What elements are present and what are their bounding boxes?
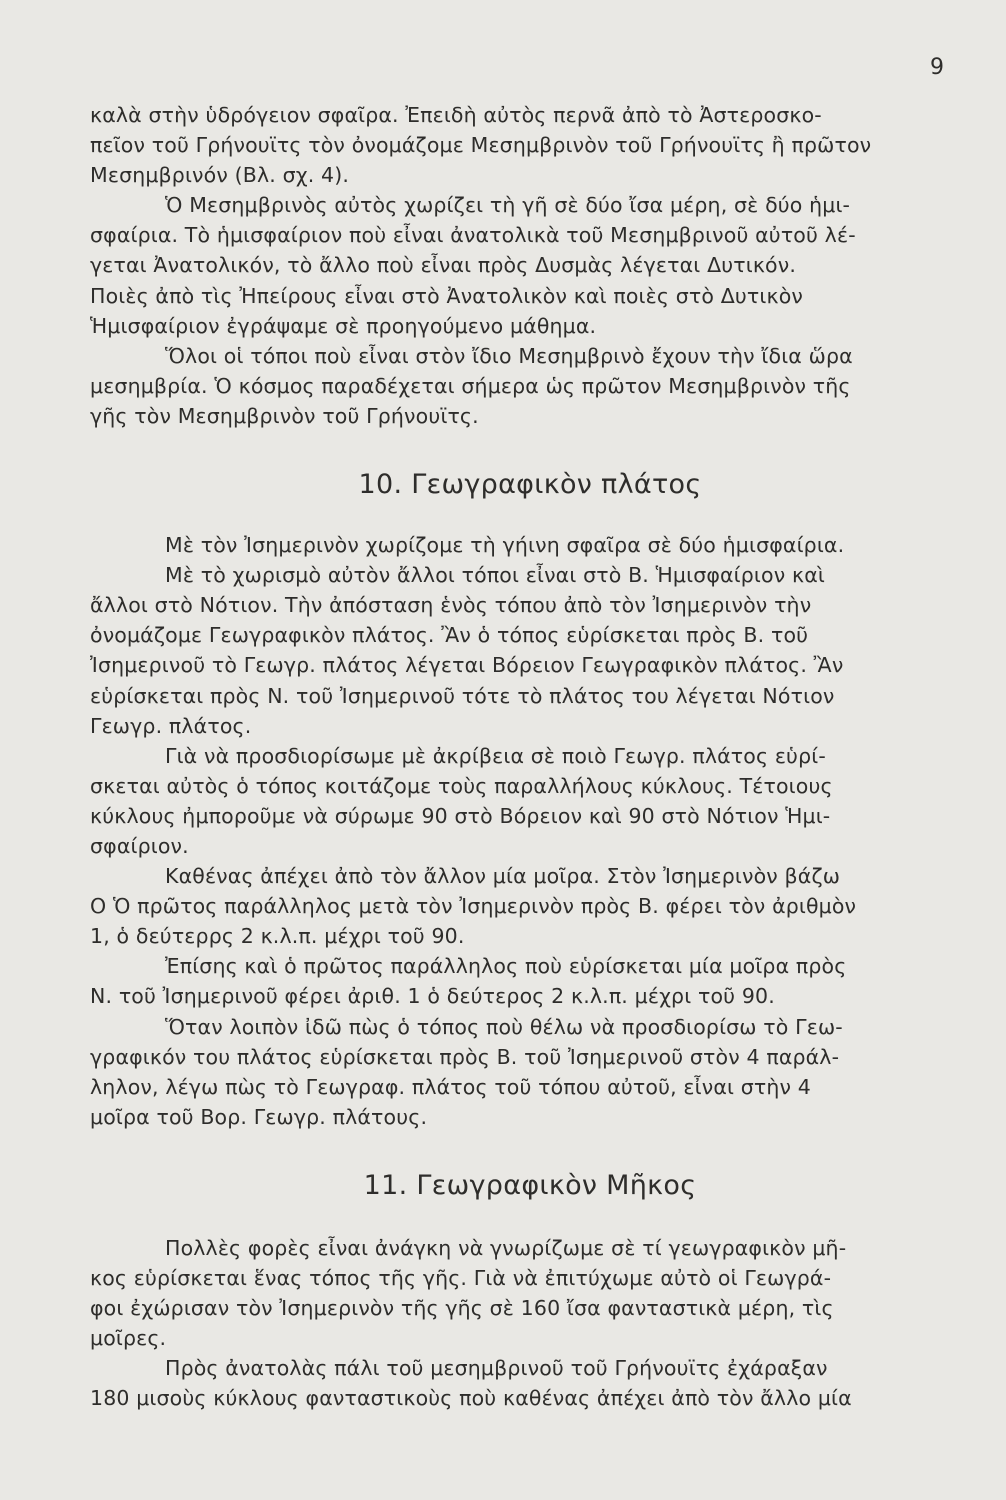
text-line: Γιὰ νὰ προσδιορίσωμε μὲ ἀκρίβεια σὲ ποιὸ Γεωγρ. πλάτος εὑρί- xyxy=(165,743,826,768)
text-line: σκεται αὐτὸς ὁ τόπος κοιτάζομε τοὺς παραλλήλους κύκλους. Τέτοιους xyxy=(90,773,833,798)
page-body xyxy=(90,100,970,1413)
paragraph xyxy=(90,100,970,190)
text-line: Ο Ὁ πρῶτος παράλληλος μετὰ τὸν Ἰσημερινὸν πρὸς Β. φέρει τὸν ἀριθμὸν xyxy=(90,894,857,919)
text-line: ὀνομάζομε Γεωγραφικὸν πλάτος. Ἂν ὁ τόπος εὑρίσκεται πρὸς Β. τοῦ xyxy=(90,623,809,648)
text-line: εὑρίσκεται πρὸς Ν. τοῦ Ἰσημερινοῦ τότε τὸ πλάτος του λέγεται Νότιον xyxy=(90,683,835,708)
page-number: 9 xyxy=(930,55,944,80)
text-line: 1, ὁ δεύτερρς 2 κ.λ.π. μέχρι τοῦ 90. xyxy=(90,924,465,949)
text-line: σφαίριον. xyxy=(90,833,189,858)
paragraph xyxy=(90,861,970,951)
text-line: μεσημβρία. Ὁ κόσμος παραδέχεται σήμερα ὡς πρῶτον Μεσημβρινὸν τῆς xyxy=(90,373,851,398)
section-heading-latitude: 10. Γεωγραφικὸν πλάτος xyxy=(358,469,702,501)
text-line: ληλον, λέγω πὼς τὸ Γεωγραφ. πλάτος τοῦ τόπου αὐτοῦ, εἶναι στὴν 4 xyxy=(90,1074,812,1099)
paragraph xyxy=(90,341,970,431)
text-line: κος εὑρίσκεται ἕνας τόπος τῆς γῆς. Γιὰ νὰ ἐπιτύχωμε αὐτὸ οἱ Γεωγρά- xyxy=(90,1266,832,1290)
text-line: Μὲ τὸ χωρισμὸ αὐτὸν ἄλλοι τόποι εἶναι στὸ Β. Ἡμισφαίριον καὶ xyxy=(165,563,825,588)
text-line: Γεωγρ. πλάτος. xyxy=(90,713,252,738)
section-heading-longitude: 11. Γεωγραφικὸν Μῆκος xyxy=(363,1169,697,1201)
text-line: Ν. τοῦ Ἰσημερινοῦ φέρει ἀριθ. 1 ὁ δεύτερος 2 κ.λ.π. μέχρι τοῦ 90. xyxy=(90,984,775,1009)
text-line: Ἐπίσης καὶ ὁ πρῶτος παράλληλος ποὺ εὑρίσκεται μία μοῖρα πρὸς xyxy=(165,954,847,979)
text-line: Ἰσημερινοῦ τὸ Γεωγρ. πλάτος λέγεται Βόρειον Γεωγραφικὸν πλάτος. Ἂν xyxy=(90,653,844,678)
text-line: μοῖρες. xyxy=(90,1326,167,1351)
text-line: μοῖρα τοῦ Βορ. Γεωγρ. πλάτους. xyxy=(90,1104,428,1129)
text-line: Μεσημβρινόν (Βλ. σχ. 4). xyxy=(90,163,350,188)
text-line: Πολλὲς φορὲς εἶναι ἀνάγκη νὰ γνωρίζωμε σὲ τί γεωγραφικὸν μῆ- xyxy=(165,1235,847,1260)
text-line: ἄλλοι στὸ Νότιον. Τὴν ἀπόσταση ἑνὸς τόπου ἀπὸ τὸν Ἰσημερινὸν τὴν xyxy=(90,593,812,618)
paragraph xyxy=(90,1233,970,1353)
text-line: Ὅταν λοιπὸν ἰδῶ πὼς ὁ τόπος ποὺ θέλω νὰ προσδιορίσω τὸ Γεω- xyxy=(165,1014,843,1039)
text-line: καλὰ στὴν ὑδρόγειον σφαῖρα. Ἐπειδὴ αὐτὸς περνᾶ ἀπὸ τὸ Ἀστεροσκο- xyxy=(90,103,822,127)
text-line: σφαίρια. Τὸ ἡμισφαίριον ποὺ εἶναι ἀνατολικὰ τοῦ Μεσημβρινοῦ αὐτοῦ λέ- xyxy=(90,223,856,248)
text-line: γεται Ἀνατολικόν, τὸ ἄλλο ποὺ εἶναι πρὸς Δυσμὰς λέγεται Δυτικόν. xyxy=(90,253,797,278)
paragraph xyxy=(90,1353,970,1413)
paragraph xyxy=(90,1012,970,1132)
text-line: φοι ἐχώρισαν τὸν Ἰσημερινὸν τῆς γῆς σὲ 160 ἴσα φανταστικὰ μέρη, τὶς xyxy=(90,1296,834,1321)
text-line: κύκλους ἠμποροῦμε νὰ σύρωμε 90 στὸ Βόρειον καὶ 90 στὸ Νότιον Ἡμι- xyxy=(90,803,831,828)
text-line: γῆς τὸν Μεσημβρινὸν τοῦ Γρήνουϊτς. xyxy=(90,403,479,428)
paragraph xyxy=(90,951,970,1011)
paragraph xyxy=(90,190,970,340)
paragraph xyxy=(90,741,970,861)
text-line: Μὲ τὸν Ἰσημερινὸν χωρίζομε τὴ γήινη σφαῖρα σὲ δύο ἡμισφαίρια. xyxy=(165,533,845,558)
text-line: πεῖον τοῦ Γρήνουϊτς τὸν ὀνομάζομε Μεσημβρινὸν τοῦ Γρήνουϊτς ἢ πρῶτον xyxy=(90,133,872,158)
text-line: Καθένας ἀπέχει ἀπὸ τὸν ἄλλον μία μοῖρα. Στὸν Ἰσημερινὸν βάζω xyxy=(165,864,841,889)
text-line: γραφικόν του πλάτος εὑρίσκεται πρὸς Β. τοῦ Ἰσημερινοῦ στὸν 4 παράλ- xyxy=(90,1044,840,1069)
text-line: Ὅλοι οἱ τόποι ποὺ εἶναι στὸν ἴδιο Μεσημβρινὸ ἔχουν τὴν ἴδια ὥρα xyxy=(165,343,853,368)
text-line: Ὁ Μεσημβρινὸς αὐτὸς χωρίζει τὴ γῆ σὲ δύο ἴσα μέρη, σὲ δύο ἡμι- xyxy=(165,193,851,218)
paragraph xyxy=(90,530,970,741)
text-line: Ποιὲς ἀπὸ τὶς Ἠπείρους εἶναι στὸ Ἀνατολικὸν καὶ ποιὲς στὸ Δυτικὸν xyxy=(90,283,803,308)
text-line: 180 μισοὺς κύκλους φανταστικοὺς ποὺ καθένας ἀπέχει ἀπὸ τὸν ἄλλο μία xyxy=(90,1386,852,1411)
text-line: Ἡμισφαίριον ἐγράψαμε σὲ προηγούμενο μάθημα. xyxy=(90,313,597,338)
text-line: Πρὸς ἀνατολὰς πάλι τοῦ μεσημβρινοῦ τοῦ Γρήνουϊτς ἐχάραξαν xyxy=(165,1356,828,1381)
